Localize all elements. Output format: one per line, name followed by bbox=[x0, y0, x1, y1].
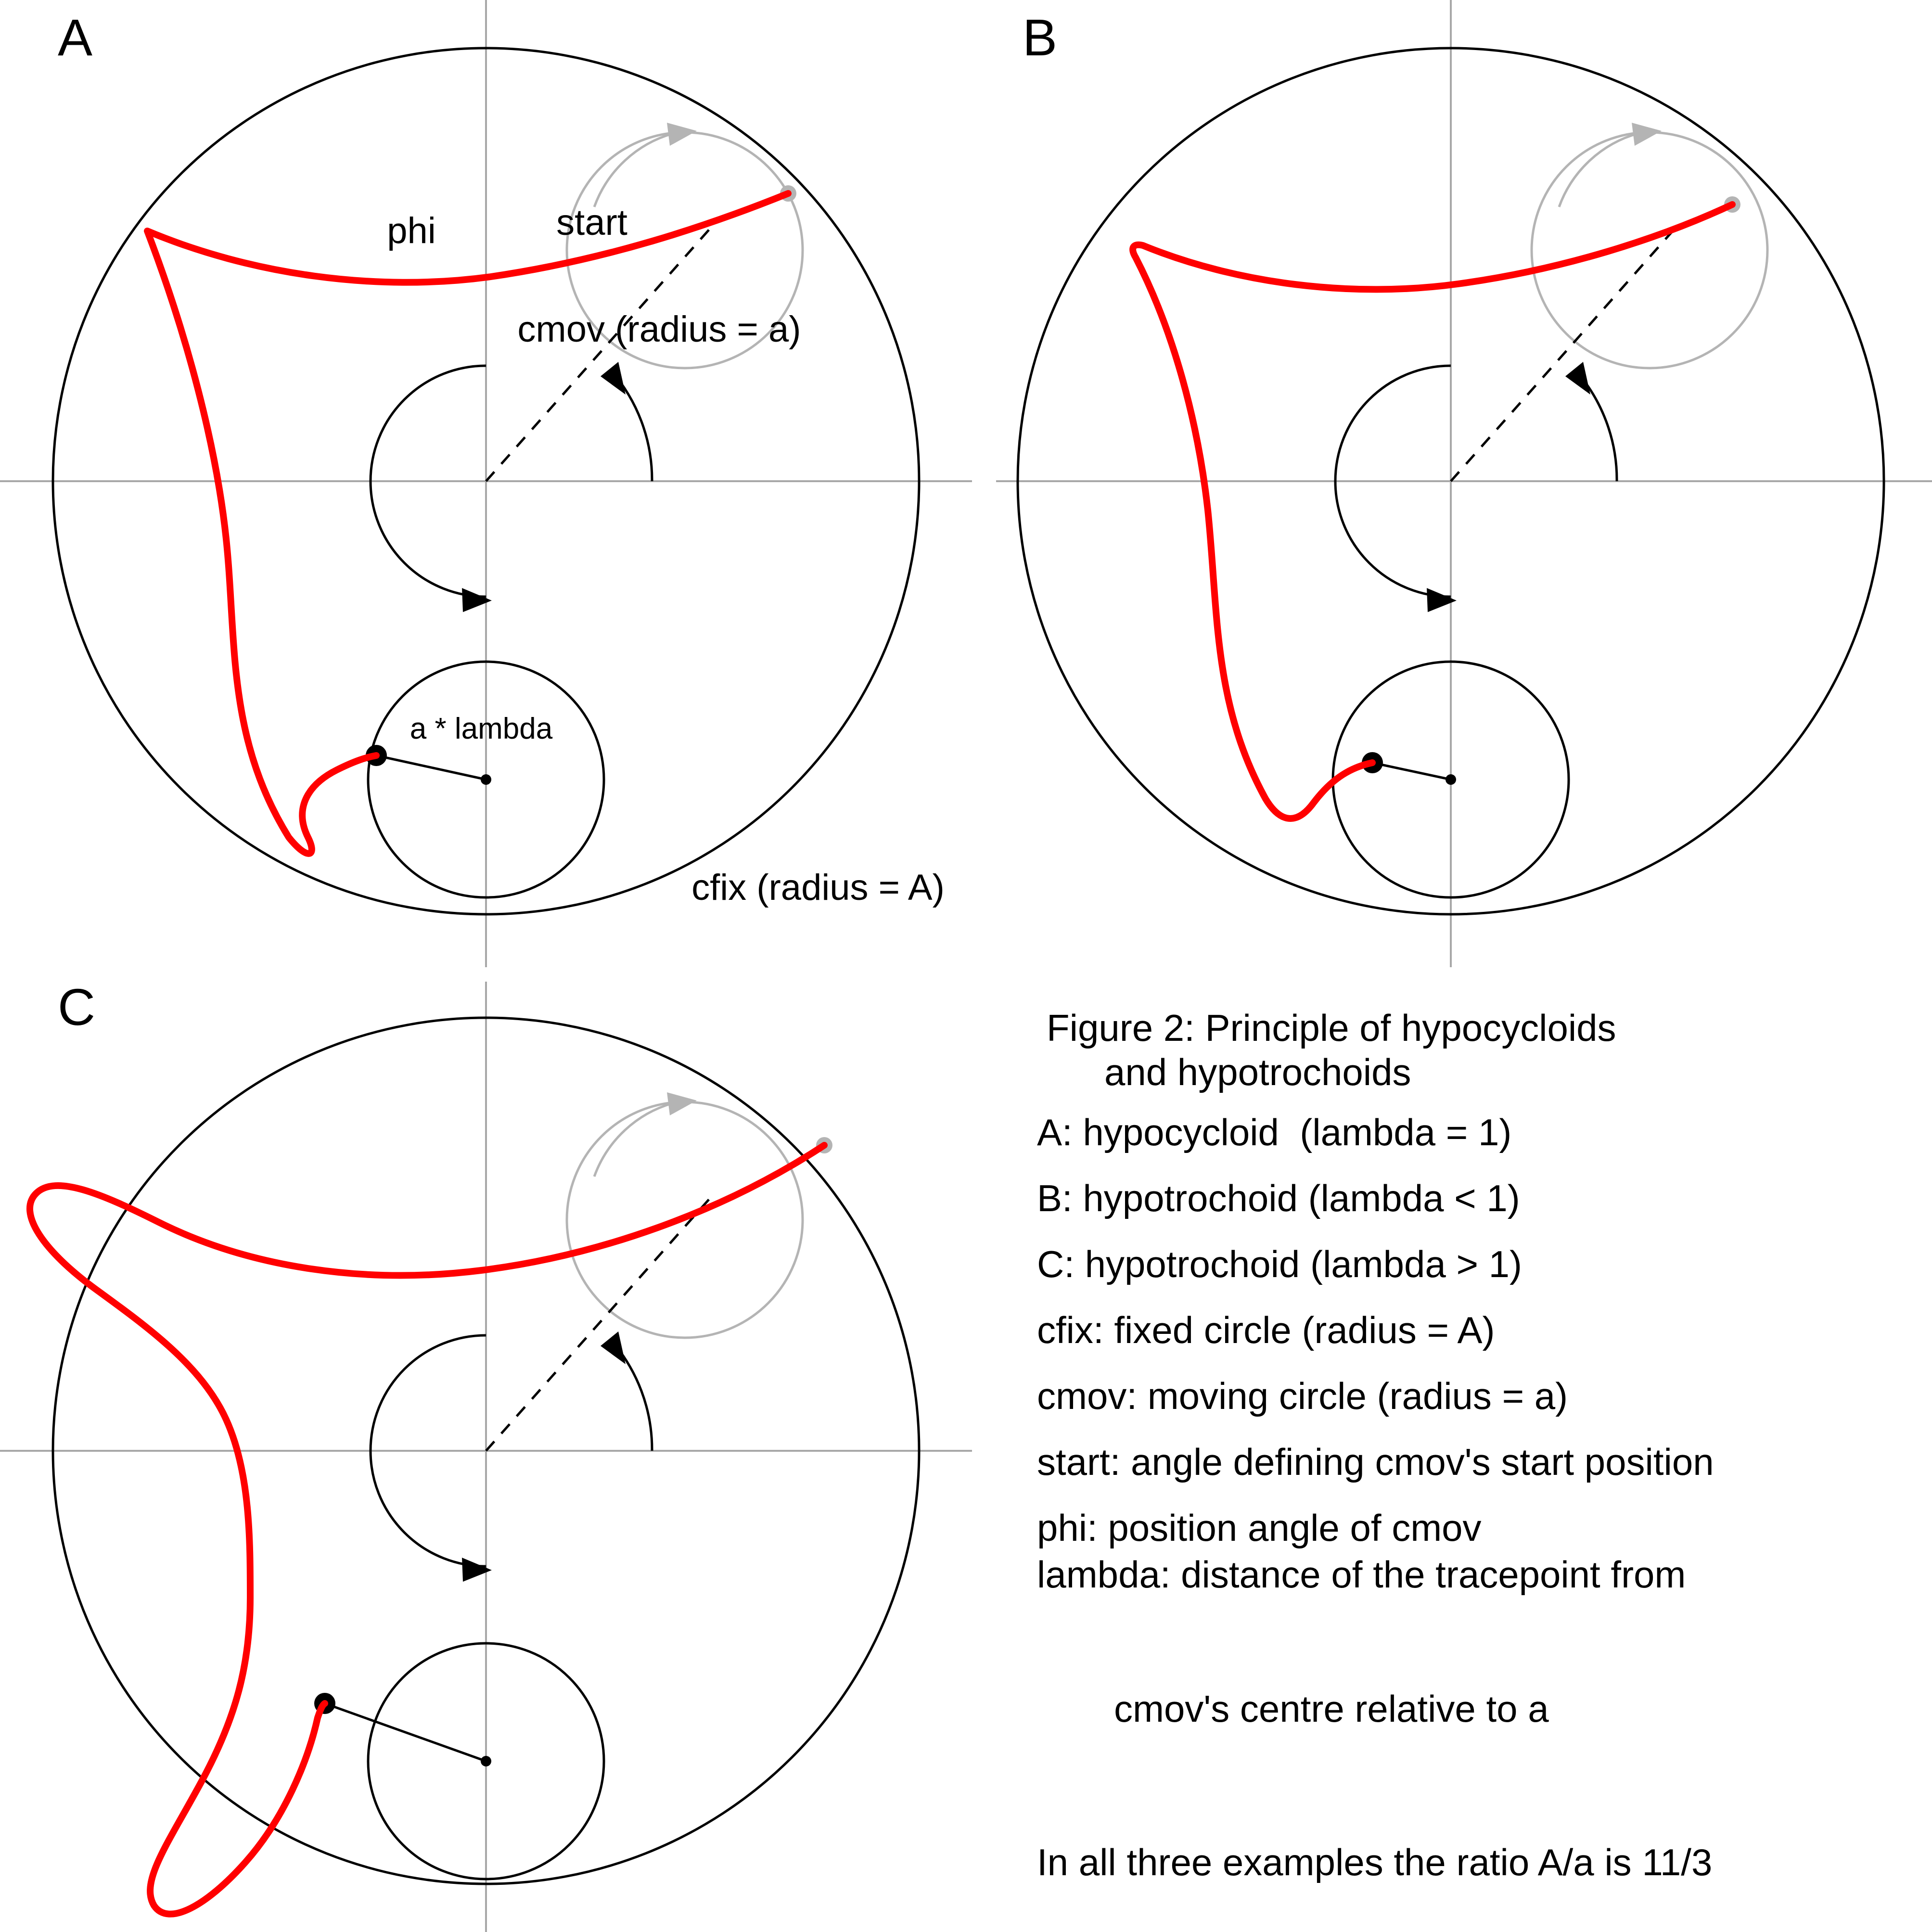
label-phi: phi bbox=[387, 210, 436, 251]
phi-angle-arrowhead bbox=[462, 1558, 492, 1582]
legend-title-line1: Figure 2: Principle of hypocycloids bbox=[1047, 1007, 1616, 1049]
legend-item-start: start: angle defining cmov's start position bbox=[1037, 1441, 1714, 1484]
cmov-rotation-arrowhead bbox=[667, 1092, 697, 1115]
panel-c-canvas bbox=[0, 982, 972, 1932]
lambda-radius-line bbox=[1372, 763, 1451, 780]
cmov-centre bbox=[481, 774, 491, 785]
figure-legend bbox=[1037, 1006, 1894, 1906]
legend-item-c: C: hypotrochoid (lambda > 1) bbox=[1037, 1243, 1523, 1286]
start-angle-arrowhead bbox=[601, 1331, 626, 1364]
phi-angle-arrowhead bbox=[1427, 588, 1457, 612]
hypocycloid-curve bbox=[147, 193, 788, 854]
panel-a-canvas bbox=[0, 0, 972, 967]
start-angle-arrowhead bbox=[601, 362, 626, 395]
cmov-rotation-arrowhead bbox=[667, 123, 697, 146]
panel-c bbox=[0, 982, 972, 1932]
legend-item-lambda-line1: lambda: distance of the tracepoint from bbox=[1037, 1553, 1686, 1596]
panel-letter-b: B bbox=[1023, 8, 1058, 66]
panel-b bbox=[996, 0, 1932, 967]
legend-item-cmov: cmov: moving circle (radius = a) bbox=[1037, 1375, 1568, 1418]
start-angle-line bbox=[486, 226, 712, 481]
phi-angle-arrowhead bbox=[462, 588, 492, 612]
legend-title bbox=[1037, 1006, 1894, 1094]
panel-a bbox=[0, 0, 972, 967]
hypotrochoid-curve bbox=[1133, 205, 1732, 819]
start-angle-line bbox=[486, 1196, 712, 1451]
panel-letter-a: A bbox=[58, 8, 93, 66]
lambda-radius-line bbox=[325, 1703, 486, 1761]
cmov-start-circle bbox=[1532, 132, 1767, 368]
panel-b-canvas bbox=[996, 0, 1932, 967]
legend-item-ratio: In all three examples the ratio A/a is 11/3 bbox=[1037, 1841, 1713, 1884]
label-start: start bbox=[556, 202, 627, 243]
legend-item-b: B: hypotrochoid (lambda < 1) bbox=[1037, 1177, 1520, 1220]
label-cmov: cmov (radius = a) bbox=[517, 309, 801, 350]
legend-item-phi: phi: position angle of cmov bbox=[1037, 1507, 1482, 1549]
start-angle-arrowhead bbox=[1565, 362, 1590, 395]
legend-title-line2: and hypotrochoids bbox=[1104, 1051, 1411, 1094]
lambda-radius-line bbox=[376, 755, 486, 780]
legend-item-lambda-line2-text: cmov's centre relative to a bbox=[1114, 1688, 1549, 1730]
cmov-rotation-arrowhead bbox=[1632, 123, 1662, 146]
legend-item-lambda-line2 bbox=[1037, 1599, 1894, 1818]
cmov-centre bbox=[481, 1756, 491, 1766]
legend-item-cfix: cfix: fixed circle (radius = A) bbox=[1037, 1309, 1495, 1352]
label-cfix: cfix (radius = A) bbox=[691, 867, 945, 908]
legend-item-a: A: hypocycloid (lambda = 1) bbox=[1037, 1111, 1512, 1154]
label-a-lambda: a * lambda bbox=[409, 712, 553, 745]
cmov-centre bbox=[1446, 774, 1456, 785]
panel-letter-c: C bbox=[58, 982, 95, 1036]
hypotrochoid-curve bbox=[30, 1145, 824, 1914]
